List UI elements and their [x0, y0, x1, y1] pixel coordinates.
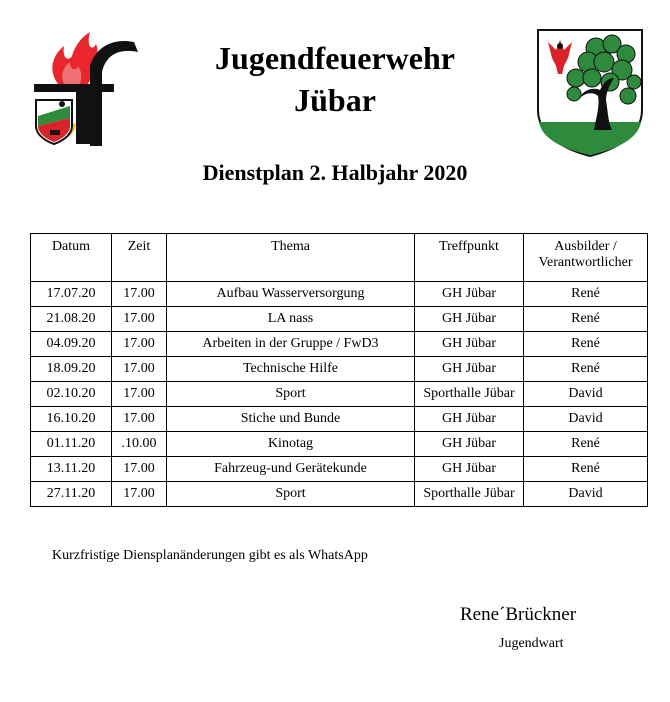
cell-datum: 13.11.20: [31, 457, 112, 482]
schedule-table: [30, 233, 648, 507]
table-row: [31, 457, 648, 482]
cell-ausbilder: René: [524, 332, 648, 357]
cell-thema: Arbeiten in der Gruppe / FwD3: [167, 332, 415, 357]
cell-thema: Sport: [167, 382, 415, 407]
cell-treffpunkt: GH Jübar: [415, 282, 524, 307]
cell-zeit: 17.00: [112, 457, 167, 482]
page-title-location: Jübar: [294, 82, 376, 118]
cell-datum: 17.07.20: [31, 282, 112, 307]
cell-thema: Sport: [167, 482, 415, 507]
table-row: [31, 332, 648, 357]
cell-treffpunkt: Sporthalle Jübar: [415, 382, 524, 407]
cell-ausbilder: David: [524, 407, 648, 432]
cell-thema: Fahrzeug-und Gerätekunde: [167, 457, 415, 482]
jugendfeuerwehr-logo-icon: [30, 26, 150, 148]
cell-ausbilder: René: [524, 432, 648, 457]
cell-datum: 27.11.20: [31, 482, 112, 507]
signature-role: Jugendwart: [499, 636, 564, 651]
column-header-ausbilder: Ausbilder / Verantwortlicher: [524, 234, 648, 282]
cell-zeit: 17.00: [112, 282, 167, 307]
cell-zeit: 17.00: [112, 407, 167, 432]
cell-zeit: 17.00: [112, 482, 167, 507]
cell-datum: 01.11.20: [31, 432, 112, 457]
cell-zeit: 17.00: [112, 357, 167, 382]
cell-zeit: .10.00: [112, 432, 167, 457]
cell-ausbilder: René: [524, 457, 648, 482]
page-title: Jugendfeuerwehr: [215, 40, 455, 76]
column-header-treffpunkt: Treffpunkt: [415, 234, 524, 282]
cell-datum: 16.10.20: [31, 407, 112, 432]
cell-zeit: 17.00: [112, 382, 167, 407]
table-row: [31, 432, 648, 457]
table-row: [31, 307, 648, 332]
cell-datum: 21.08.20: [31, 307, 112, 332]
cell-treffpunkt: GH Jübar: [415, 457, 524, 482]
column-header-datum: Datum: [31, 234, 112, 282]
cell-zeit: 17.00: [112, 332, 167, 357]
cell-treffpunkt: GH Jübar: [415, 432, 524, 457]
cell-ausbilder: René: [524, 307, 648, 332]
cell-ausbilder: David: [524, 482, 648, 507]
table-row: [31, 482, 648, 507]
cell-treffpunkt: Sporthalle Jübar: [415, 482, 524, 507]
juebar-coat-of-arms-icon: [534, 26, 646, 158]
table-header-row: [31, 234, 648, 282]
cell-ausbilder: David: [524, 382, 648, 407]
cell-zeit: 17.00: [112, 307, 167, 332]
cell-treffpunkt: GH Jübar: [415, 307, 524, 332]
signature-name: Rene´Brückner: [460, 604, 577, 625]
cell-thema: Kinotag: [167, 432, 415, 457]
schedule-title: Dienstplan 2. Halbjahr 2020: [202, 160, 468, 185]
cell-treffpunkt: GH Jübar: [415, 407, 524, 432]
cell-treffpunkt: GH Jübar: [415, 332, 524, 357]
cell-thema: LA nass: [167, 307, 415, 332]
column-header-zeit: Zeit: [112, 234, 167, 282]
cell-ausbilder: René: [524, 282, 648, 307]
table-row: [31, 282, 648, 307]
cell-ausbilder: René: [524, 357, 648, 382]
cell-thema: Aufbau Wasserversorgung: [167, 282, 415, 307]
table-row: [31, 382, 648, 407]
cell-datum: 04.09.20: [31, 332, 112, 357]
column-header-thema: Thema: [167, 234, 415, 282]
whatsapp-note: Kurzfristige Diensplanänderungen gibt es als WhatsApp: [52, 548, 368, 563]
table-row: [31, 407, 648, 432]
table-row: [31, 357, 648, 382]
cell-thema: Stiche und Bunde: [167, 407, 415, 432]
cell-datum: 02.10.20: [31, 382, 112, 407]
cell-treffpunkt: GH Jübar: [415, 357, 524, 382]
cell-datum: 18.09.20: [31, 357, 112, 382]
cell-thema: Technische Hilfe: [167, 357, 415, 382]
